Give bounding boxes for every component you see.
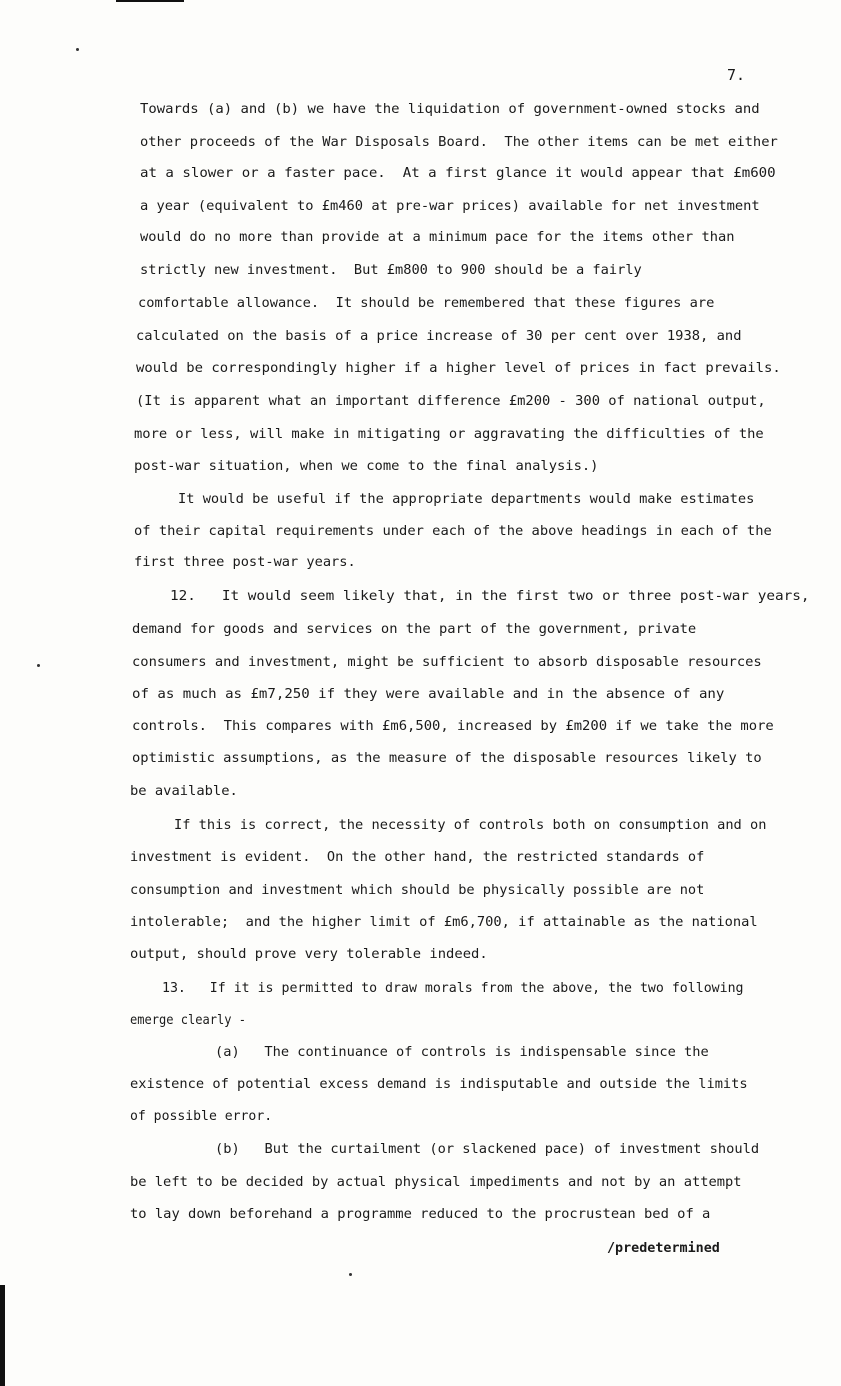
body-text-line: would be correspondingly higher if a higher level of prices in fact prevails. <box>136 361 781 376</box>
body-text-line: intolerable; and the higher limit of £m6,700, if attainable as the national <box>130 915 758 930</box>
body-text-line: other proceeds of the War Disposals Board. The other items can be met either <box>140 135 778 150</box>
body-text-line: optimistic assumptions, as the measure of the disposable resources likely to <box>132 751 762 766</box>
body-text-line: be left to be decided by actual physical impediments and not by an attempt <box>130 1175 742 1190</box>
scan-speck <box>76 48 79 51</box>
body-text-line: It would be useful if the appropriate departments would make estimates <box>178 492 755 507</box>
body-text-line: (b) But the curtailment (or slackened pace) of investment should <box>215 1142 760 1157</box>
body-text-line: If this is correct, the necessity of controls both on consumption and on <box>174 818 767 833</box>
body-text-line: (a) The continuance of controls is indispensable since the <box>215 1045 709 1060</box>
body-text-line: investment is evident. On the other hand, the restricted standards of <box>130 850 705 865</box>
scan-speck <box>349 1273 352 1276</box>
body-text-line: post-war situation, when we come to the final analysis.) <box>134 459 599 474</box>
body-text-line: more or less, will make in mitigating or aggravating the difficulties of the <box>134 427 764 442</box>
body-text-line: at a slower or a faster pace. At a first glance it would appear that £m600 <box>140 166 776 181</box>
body-text-line: Towards (a) and (b) we have the liquidation of government-owned stocks and <box>140 102 760 117</box>
page-number: 7. <box>727 66 746 84</box>
catchword: /predetermined <box>607 1241 720 1256</box>
body-text-line: controls. This compares with £m6,500, increased by £m200 if we take the more <box>132 719 774 734</box>
body-text-line: first three post-war years. <box>134 555 356 570</box>
body-text-line: of their capital requirements under each of the above headings in each of the <box>134 524 772 539</box>
body-text-line: comfortable allowance. It should be remembered that these figures are <box>138 296 715 311</box>
body-text-line: a year (equivalent to £m460 at pre-war prices) available for net investment <box>140 199 760 214</box>
body-text-line: emerge clearly - <box>130 1013 246 1028</box>
body-text-line: consumption and investment which should be physically possible are not <box>130 883 705 898</box>
body-text-line: calculated on the basis of a price increase of 30 per cent over 1938, and <box>136 329 742 344</box>
body-text-line: would do no more than provide at a minimum pace for the items other than <box>140 230 735 245</box>
body-text-line: of as much as £m7,250 if they were available and in the absence of any <box>132 687 725 702</box>
body-text-line: be available. <box>130 784 238 799</box>
scan-speck <box>37 664 40 667</box>
body-text-line: 12. It would seem likely that, in the first two or three post-war years, <box>170 589 810 604</box>
body-text-line: output, should prove very tolerable indeed. <box>130 947 488 962</box>
body-text-line: to lay down beforehand a programme reduced to the procrustean bed of a <box>130 1207 711 1222</box>
body-text-line: of possible error. <box>130 1109 273 1124</box>
body-text-line: 13. If it is permitted to draw morals from the above, the two following <box>162 981 744 996</box>
scan-mark-top <box>116 0 184 2</box>
body-text-line: consumers and investment, might be sufficient to absorb disposable resources <box>132 655 762 670</box>
body-text-line: (It is apparent what an important difference £m200 - 300 of national output, <box>136 394 766 409</box>
body-text-line: existence of potential excess demand is indisputable and outside the limits <box>130 1077 748 1092</box>
scan-mark-left-edge <box>0 1285 5 1386</box>
body-text-line: demand for goods and services on the part of the government, private <box>132 622 697 637</box>
body-text-line: strictly new investment. But £m800 to 900 should be a fairly <box>140 263 642 278</box>
